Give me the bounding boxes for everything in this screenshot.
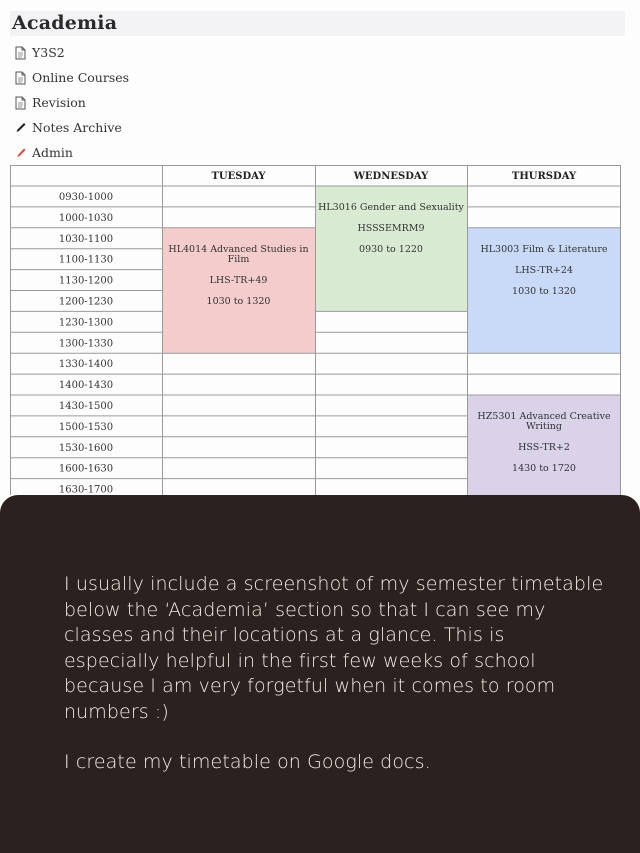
timetable-grid [10, 165, 621, 495]
time-slot: 1400-1430 [58, 380, 114, 392]
class-title: Film [227, 253, 250, 265]
page-link-revision[interactable] [14, 90, 129, 115]
time-slot: 1430-1500 [58, 401, 114, 412]
time-slot: 1330-1400 [58, 359, 114, 371]
class-title: HZ5301 Advanced Creative [477, 411, 611, 422]
time-slot: 1500-1530 [58, 421, 114, 433]
class-venue: LHS-TR+24 [515, 264, 573, 276]
pen-icon [14, 121, 32, 135]
class-venue: HSS-TR+2 [518, 442, 570, 453]
day-header: THURSDAY [511, 171, 577, 182]
page-link-label: Y3S2 [32, 45, 65, 60]
time-slot: 1000-1030 [58, 212, 114, 224]
page-link-label: Revision [32, 95, 86, 110]
pencil-icon [14, 146, 32, 160]
caption-paragraph: I usually include a screenshot of my semester timetable below the ‘Academia’ section so that I can see my classes and their locations at a glance. This is especially helpful in the first few weeks of school because I am very forgetful when it comes to room numbers :) [64, 573, 604, 723]
class-title: HL3003 Film & Literature [480, 243, 608, 255]
page-link-online-courses[interactable] [14, 65, 129, 90]
page-link-y3s2[interactable] [14, 40, 129, 65]
document-icon [14, 46, 32, 60]
time-slot: 1530-1600 [58, 442, 114, 454]
time-slot: 1600-1630 [58, 463, 114, 475]
page-list [14, 40, 129, 165]
class-time: 1030 to 1320 [512, 285, 576, 297]
time-slot: 1300-1330 [58, 338, 114, 350]
time-slot: 0930-1000 [58, 192, 114, 203]
page-link-admin[interactable] [14, 140, 129, 165]
time-slot: 1230-1300 [58, 317, 114, 329]
day-header: WEDNESDAY [353, 171, 429, 182]
caption-overlay [0, 495, 640, 853]
day-header: TUESDAY [211, 171, 266, 182]
class-venue: LHS-TR+49 [209, 274, 268, 286]
class-title: HL3016 Gender and Sexuality [318, 202, 464, 213]
timetable [10, 165, 621, 495]
caption-text [64, 572, 604, 776]
class-time: 0930 to 1220 [359, 244, 423, 255]
class-title: HL4014 Advanced Studies in [168, 243, 309, 255]
document-icon [14, 96, 32, 110]
class-time: 1430 to 1720 [512, 463, 576, 474]
page-link-label: Admin [32, 145, 73, 160]
class-time: 1030 to 1320 [206, 295, 271, 307]
time-slot: 1630-1700 [58, 484, 114, 495]
class-venue: HSSSEMRM9 [357, 223, 425, 234]
class-title: Writing [526, 421, 562, 432]
document-icon [14, 71, 32, 85]
time-slot: 1200-1230 [58, 296, 114, 308]
page-link-label: Notes Archive [32, 120, 122, 135]
caption-paragraph: I create my timetable on Google docs. [64, 751, 431, 773]
time-slot: 1130-1200 [58, 275, 114, 287]
time-slot: 1100-1130 [58, 254, 114, 266]
page-link-label: Online Courses [32, 70, 130, 85]
page-link-notes-archive[interactable] [14, 115, 129, 140]
section-heading: Academia [12, 12, 118, 34]
time-slot: 1030-1100 [58, 233, 114, 245]
